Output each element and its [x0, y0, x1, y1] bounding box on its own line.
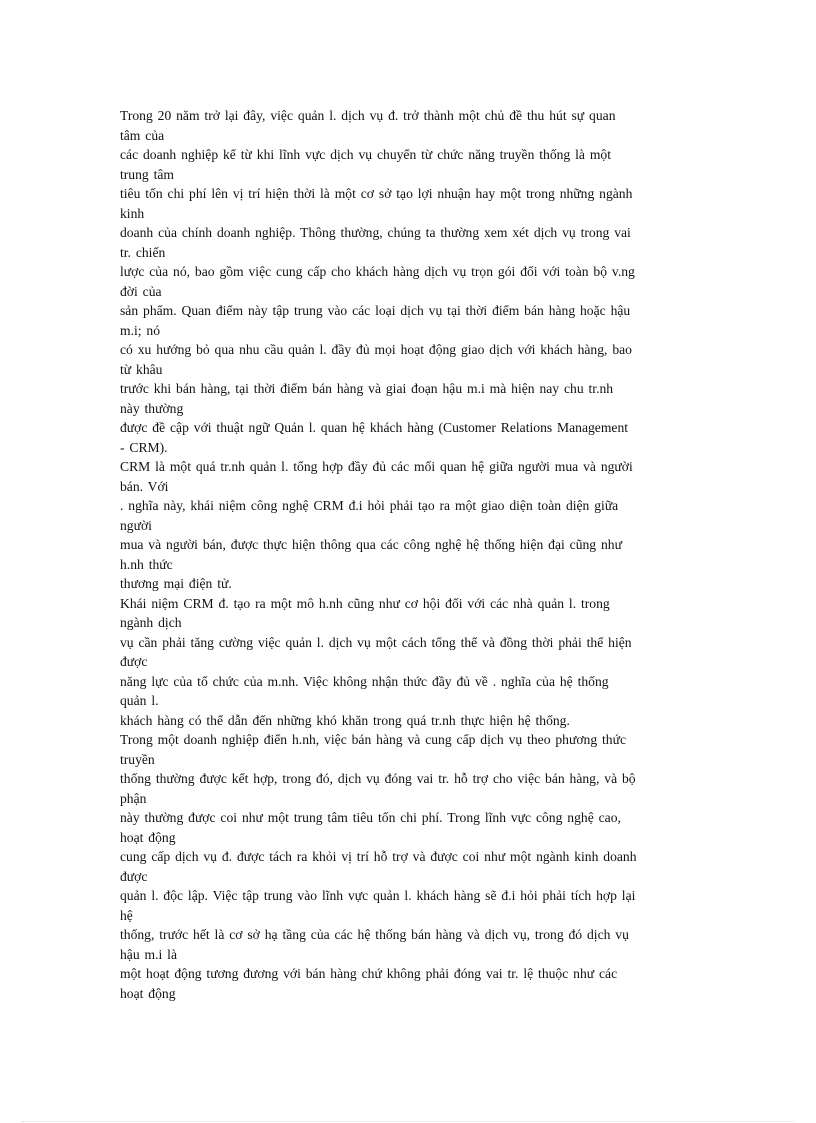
- text-line: hệ: [120, 907, 133, 923]
- text-line: được: [120, 868, 148, 884]
- text-line: Khái niệm CRM đ. tạo ra một mô h.nh cũng như cơ hội đối với các nhà quản l. trong: [120, 595, 610, 611]
- text-line: m.i; nó: [120, 322, 161, 338]
- text-line: h.nh thức: [120, 556, 173, 572]
- text-line: quản l. độc lập. Việc tập trung vào lĩnh vực quản l. khách hàng sẽ đ.i hỏi phải tích hợp lại: [120, 888, 636, 903]
- text-line: cung cấp dịch vụ đ. được tách ra khỏi vị trí hỗ trợ và được coi như một ngành kinh doanh: [120, 849, 637, 864]
- text-line: hậu m.i là: [120, 946, 177, 962]
- text-line: hoạt động: [120, 985, 176, 1001]
- text-line: Trong một doanh nghiệp điển h.nh, việc bán hàng và cung cấp dịch vụ theo phương thức: [120, 732, 627, 747]
- text-line: bán. Với: [120, 478, 169, 494]
- text-line: doanh của chính doanh nghiệp. Thông thường, chúng ta thường xem xét dịch vụ trong vai: [120, 225, 631, 240]
- text-line: sản phẩm. Quan điểm này tập trung vào các loại dịch vụ tại thời điểm bán hàng hoặc hậu: [120, 303, 631, 318]
- text-line: năng lực của tổ chức của m.nh. Việc không nhận thức đầy đủ về . nghĩa của hệ thống: [120, 673, 609, 689]
- text-line: - CRM).: [120, 439, 168, 455]
- text-line: ngành dịch: [120, 615, 182, 630]
- text-line: được: [120, 654, 148, 669]
- text-line: được đề cập với thuật ngữ Quản l. quan hệ khách hàng (Customer Relations Management: [120, 420, 629, 435]
- text-line: khách hàng có thể dẫn đến những khó khăn trong quá tr.nh thực hiện hệ thống.: [120, 712, 570, 728]
- text-line: CRM là một quá tr.nh quản l. tổng hợp đầy đủ các mối quan hệ giữa người mua và người: [120, 459, 633, 474]
- text-line: người: [120, 517, 152, 533]
- text-line: vụ cần phải tăng cường việc quản l. dịch vụ một cách tổng thể và đồng thời phải thể hiện: [120, 634, 632, 650]
- text-line: tr. chiến: [120, 244, 166, 260]
- text-line: mua và người bán, được thực hiện thông qua các công nghệ hệ thống hiện đại cũng như: [120, 537, 622, 552]
- page-bottom-divider: [22, 1121, 794, 1122]
- text-line: tâm của: [120, 127, 165, 143]
- text-line: phận: [120, 790, 147, 806]
- text-line: thống, trước hết là cơ sở hạ tầng của các hệ thống bán hàng và dịch vụ, trong đó dịch vụ: [120, 927, 629, 942]
- text-line: hoạt động: [120, 829, 176, 845]
- text-line: từ khâu: [120, 361, 163, 377]
- text-line: . nghĩa này, khái niệm công nghệ CRM đ.i hỏi phải tạo ra một giao diện toàn diện giữa: [120, 498, 619, 513]
- text-line: kinh: [120, 205, 145, 221]
- text-line: này thường: [120, 400, 184, 416]
- text-line: quản l.: [120, 693, 159, 708]
- text-line: trước khi bán hàng, tại thời điểm bán hàng và giai đoạn hậu m.i mà hiện nay chu tr.nh: [120, 381, 614, 396]
- text-line: đời của: [120, 283, 162, 299]
- text-line: trung tâm: [120, 166, 174, 182]
- document-body: [120, 106, 695, 1003]
- text-line: này thường được coi như một trung tâm tiêu tốn chi phí. Trong lĩnh vực công nghệ cao,: [120, 810, 621, 825]
- text-line: các doanh nghiệp kể từ khi lĩnh vực dịch vụ chuyển từ chức năng truyền thống là một: [120, 147, 611, 162]
- text-line: có xu hướng bỏ qua nhu cầu quản l. đầy đủ mọi hoạt động giao dịch với khách hàng, bao: [120, 342, 632, 357]
- text-line: Trong 20 năm trở lại đây, việc quản l. dịch vụ đ. trở thành một chủ đề thu hút sự quan: [120, 108, 616, 123]
- text-line: truyền: [120, 751, 155, 767]
- text-line: lược của nó, bao gồm việc cung cấp cho khách hàng dịch vụ trọn gói đối với toàn bộ v.ng: [120, 264, 635, 279]
- text-line: thống thường được kết hợp, trong đó, dịch vụ đóng vai tr. hỗ trợ cho việc bán hàng, và bộ: [120, 771, 636, 786]
- text-line: một hoạt động tương đương với bán hàng chứ không phải đóng vai tr. lệ thuộc như các: [120, 966, 618, 981]
- text-line: tiêu tốn chi phí lên vị trí hiện thời là một cơ sở tạo lợi nhuận hay một trong những ngành: [120, 186, 633, 201]
- text-line: thương mại điện tử.: [120, 576, 232, 591]
